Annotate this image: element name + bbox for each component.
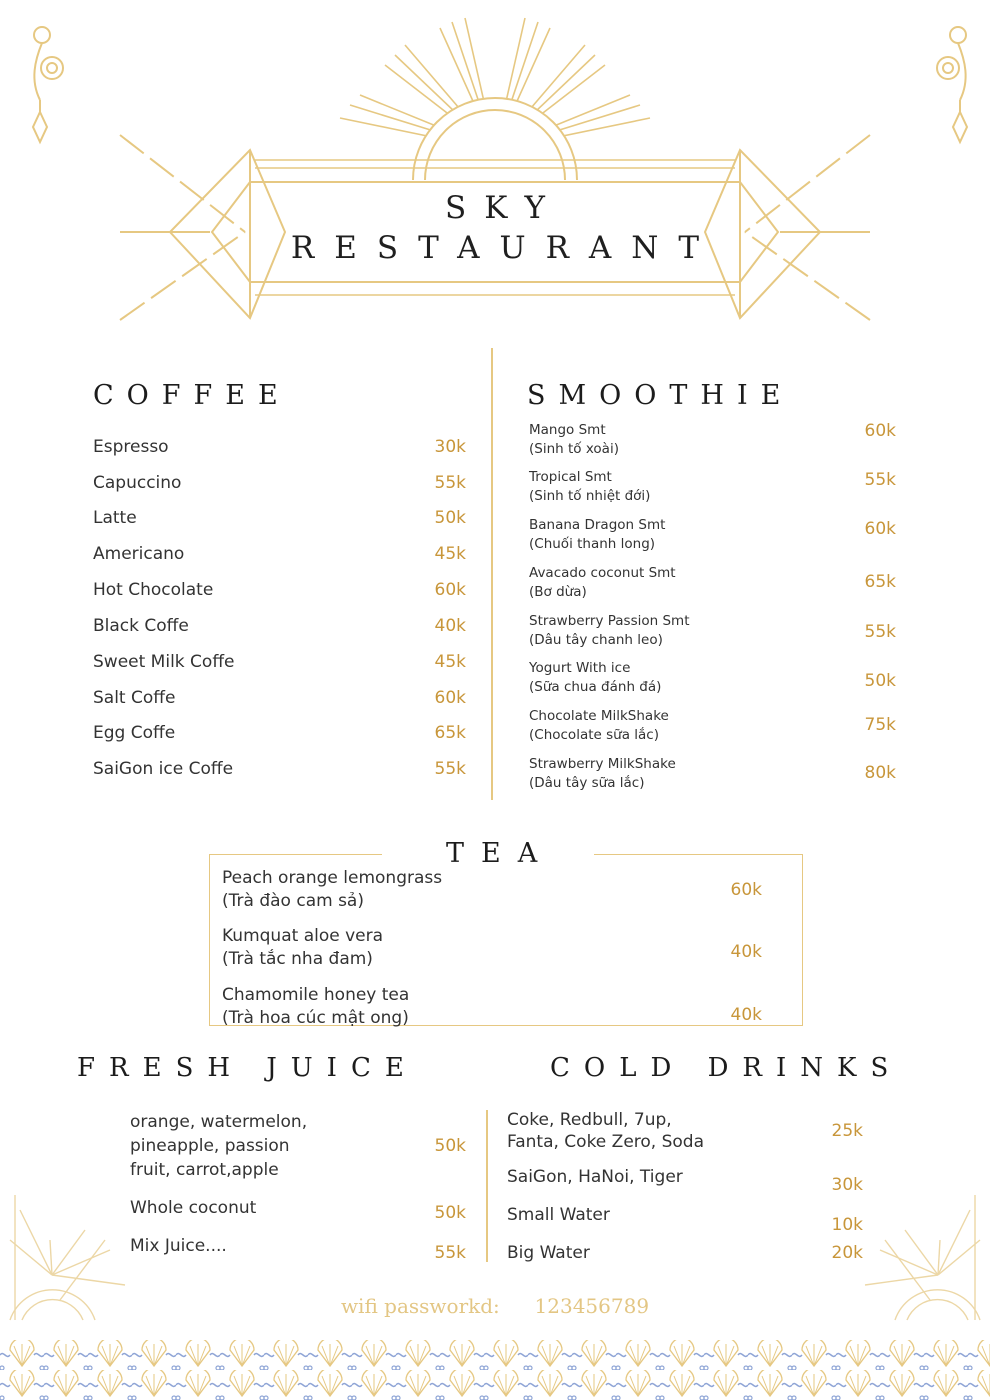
item-subtitle: (Bơ dừa): [529, 584, 587, 600]
item-name: Sweet Milk Coffe: [93, 652, 235, 672]
coffee-item: [93, 580, 466, 600]
item-price: 55k: [864, 470, 896, 490]
item-price: 40k: [730, 942, 762, 962]
item-name: Strawberry Passion Smt: [529, 613, 690, 629]
item-name: SaiGon, HaNoi, Tiger: [507, 1167, 683, 1187]
coffee-item: [93, 544, 466, 564]
item-price: 50k: [434, 1136, 466, 1156]
item-price: 65k: [864, 572, 896, 592]
cold-drink-item: [507, 1109, 863, 1153]
item-price: 80k: [864, 763, 896, 783]
item-name: Capuccino: [93, 473, 182, 493]
item-name-line: orange, watermelon,: [130, 1112, 308, 1132]
item-price: 55k: [434, 473, 466, 493]
item-subtitle: (Chocolate sữa lắc): [529, 727, 659, 743]
coffee-item: [93, 759, 466, 779]
item-name-line: Coke, Redbull, 7up,: [507, 1110, 672, 1130]
item-subtitle: (Trà đào cam sả): [222, 891, 364, 911]
item-name: Kumquat aloe vera: [222, 926, 384, 946]
smoothie-item: [529, 612, 896, 650]
tea-item: [222, 867, 762, 913]
item-price: 60k: [730, 880, 762, 900]
cold-drinks-heading: COLD DRINKS: [550, 1053, 903, 1083]
item-price: 60k: [434, 688, 466, 708]
title-restaurant: RESTAURANT: [290, 230, 720, 266]
fresh-juice-heading: FRESH JUICE: [77, 1053, 418, 1083]
item-price: 40k: [730, 1005, 762, 1025]
coffee-item: [93, 473, 466, 493]
column-divider: [491, 348, 493, 800]
wifi-info: [0, 1294, 990, 1318]
item-subtitle: (Sinh tố nhiệt đới): [529, 488, 651, 504]
coffee-item: [93, 437, 466, 457]
bottom-pattern-border: [0, 1340, 990, 1400]
item-price: 55k: [864, 622, 896, 642]
cold-drink-item: [507, 1167, 863, 1195]
item-name: Americano: [93, 544, 185, 564]
item-price: 50k: [434, 1203, 466, 1223]
juice-item: [130, 1198, 466, 1223]
item-price: 60k: [864, 421, 896, 441]
tea-heading: TEA: [446, 838, 555, 869]
item-name: Mango Smt: [529, 422, 606, 438]
item-price: 30k: [831, 1175, 863, 1195]
item-name: Hot Chocolate: [93, 580, 214, 600]
item-price: 10k: [831, 1215, 863, 1235]
item-name: Salt Coffe: [93, 688, 176, 708]
lower-column-divider: [486, 1110, 488, 1262]
smoothie-item: [529, 755, 896, 793]
item-name: Peach orange lemongrass: [222, 868, 443, 888]
cold-drink-item: [507, 1243, 863, 1263]
coffee-item: [93, 616, 466, 636]
item-price: 40k: [434, 616, 466, 636]
item-name-line: pineapple, passion: [130, 1136, 290, 1156]
item-subtitle: (Sinh tố xoài): [529, 441, 619, 457]
item-price: 60k: [434, 580, 466, 600]
item-subtitle: (Dâu tây sữa lắc): [529, 775, 645, 791]
tea-item: [222, 925, 762, 971]
item-name: Tropical Smt: [529, 469, 612, 485]
juice-item: [130, 1110, 466, 1182]
smoothie-item: [529, 468, 896, 506]
item-name: Mix Juice....: [130, 1236, 227, 1256]
item-name-line: fruit, carrot,apple: [130, 1160, 279, 1180]
coffee-heading: COFFEE: [93, 380, 291, 411]
item-name: Egg Coffe: [93, 723, 176, 743]
item-name: Yogurt With ice: [529, 660, 631, 676]
item-price: 50k: [864, 671, 896, 691]
smoothie-item: [529, 421, 896, 459]
coffee-item: [93, 508, 466, 528]
title-sky: SKY: [444, 190, 564, 226]
tea-item: [222, 984, 762, 1030]
smoothie-heading: SMOOTHIE: [527, 380, 794, 411]
item-subtitle: (Trà tắc nha đam): [222, 949, 373, 969]
smoothie-item: [529, 707, 896, 745]
smoothie-item: [529, 564, 896, 602]
item-price: 45k: [434, 652, 466, 672]
item-name: Chamomile honey tea: [222, 985, 410, 1005]
item-price: 50k: [434, 508, 466, 528]
header-sunburst-ornament: [0, 0, 990, 340]
item-subtitle: (Dâu tây chanh leo): [529, 632, 663, 648]
item-name: Big Water: [507, 1243, 590, 1263]
item-price: 75k: [864, 715, 896, 735]
item-price: 30k: [434, 437, 466, 457]
item-price: 20k: [831, 1243, 863, 1263]
smoothie-item: [529, 516, 896, 554]
item-name: SaiGon ice Coffe: [93, 759, 234, 779]
smoothie-item: [529, 659, 896, 697]
item-price: 65k: [434, 723, 466, 743]
coffee-item: [93, 652, 466, 672]
item-subtitle: (Sữa chua đánh đá): [529, 679, 662, 695]
coffee-item: [93, 688, 466, 708]
item-name: Chocolate MilkShake: [529, 708, 669, 724]
item-subtitle: (Trà hoa cúc mật ong): [222, 1008, 409, 1028]
coffee-item: [93, 723, 466, 743]
wifi-label: wifi passworkd:: [340, 1294, 500, 1318]
item-name: Avacado coconut Smt: [529, 565, 676, 581]
item-subtitle: (Chuối thanh long): [529, 536, 656, 552]
item-price: 45k: [434, 544, 466, 564]
item-name: Latte: [93, 508, 137, 528]
juice-item: [130, 1236, 466, 1263]
item-name: Strawberry MilkShake: [529, 756, 676, 772]
item-name: Whole coconut: [130, 1198, 257, 1218]
item-price: 55k: [434, 759, 466, 779]
item-price: 55k: [434, 1243, 466, 1263]
cold-drink-item: [507, 1205, 863, 1235]
item-name: Black Coffe: [93, 616, 189, 636]
item-price: 60k: [864, 519, 896, 539]
item-name: Banana Dragon Smt: [529, 517, 666, 533]
item-name-line: Fanta, Coke Zero, Soda: [507, 1132, 705, 1152]
item-name: Small Water: [507, 1205, 610, 1225]
item-price: 25k: [831, 1121, 863, 1141]
wifi-password: 123456789: [534, 1294, 650, 1318]
item-name: Espresso: [93, 437, 169, 457]
